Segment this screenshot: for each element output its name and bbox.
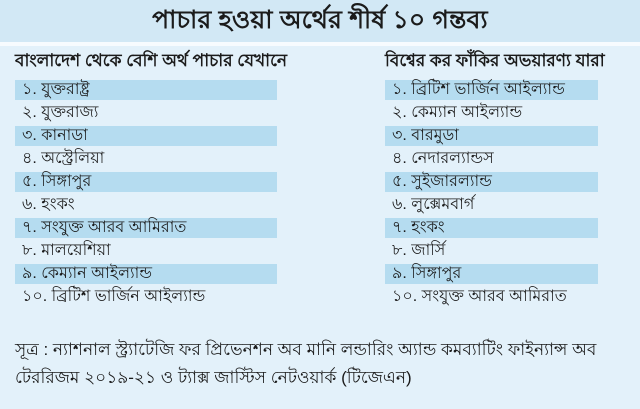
column-header-left: বাংলাদেশ থেকে বেশি অর্থ পাচার যেখানে <box>15 51 288 70</box>
source-note: সূত্র : ন্যাশনাল স্ট্র্যাটেজি ফর প্রিভেনশন অব মানি লন্ডারিং অ্যান্ড কমব্যাটিং ফাইন্যান্স অব টেররিজম ২০১৯-২১ ও ট্যাক্স জাস্টিস নেটওয়ার্ক (টিজেএন) <box>15 340 597 387</box>
list-item: ৮. জার্সি <box>392 242 446 259</box>
list-item: ২. কেম্যান আইল্যান্ড <box>392 104 523 121</box>
list-item: ৫. সুইজারল্যান্ড <box>385 172 598 192</box>
list-item: ৯. কেম্যান আইল্যান্ড <box>15 264 277 284</box>
list-item: ৬. হংকং <box>22 196 75 213</box>
list-item: ৭. সংযুক্ত আরব আমিরাত <box>15 218 277 238</box>
list-item: ৮. মালয়েশিয়া <box>22 242 111 259</box>
title-band <box>0 0 640 46</box>
list-item: ৫. সিঙ্গাপুর <box>15 172 277 192</box>
list-right <box>385 80 598 307</box>
list-item: ৭. হংকং <box>385 218 598 238</box>
list-item: ৩. কানাডা <box>15 126 277 146</box>
column-tax-havens <box>385 50 605 310</box>
list-left <box>15 80 277 307</box>
list-item: ৩. বারমুডা <box>385 126 598 146</box>
list-item: ১. যুক্তরাষ্ট্র <box>15 80 277 100</box>
list-item: ৪. নেদারল্যান্ডস <box>392 150 494 167</box>
column-header-right: বিশ্বের কর ফাঁকির অভয়ারণ্য যারা <box>385 51 605 70</box>
list-item: ২. যুক্তরাজ্য <box>22 104 99 121</box>
list-item: ১০. ব্রিটিশ ভার্জিন আইল্যান্ড <box>22 288 206 305</box>
list-item: ৪. অস্ট্রেলিয়া <box>22 150 105 167</box>
list-item: ১০. সংযুক্ত আরব আমিরাত <box>392 288 567 305</box>
list-item: ১. ব্রিটিশ ভার্জিন আইল্যান্ড <box>385 80 598 100</box>
page-title: পাচার হওয়া অর্থের শীর্ষ ১০ গন্তব্য <box>152 5 488 34</box>
column-bangladesh-destinations <box>15 50 288 310</box>
list-item: ৬. লুক্সেমবার্গ <box>392 196 475 213</box>
list-item: ৯. সিঙ্গাপুর <box>385 264 598 284</box>
